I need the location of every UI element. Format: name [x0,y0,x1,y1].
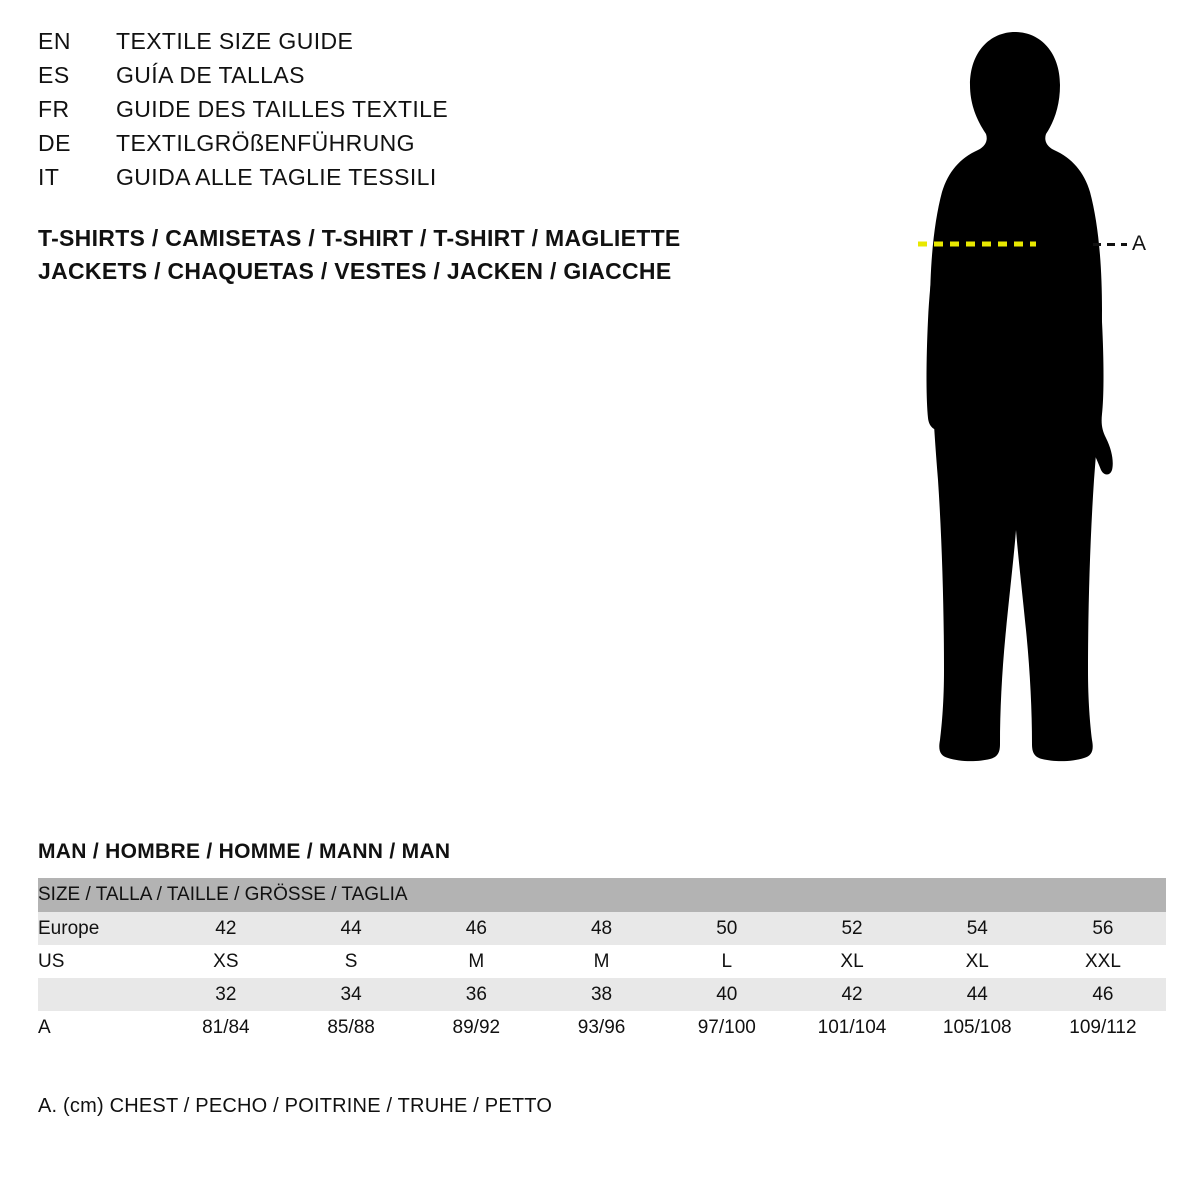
language-code: DE [38,130,71,156]
cell-value: XS [163,945,288,978]
cell-value: 46 [1040,978,1166,1011]
cell-value: S [288,945,413,978]
garment-types [38,222,798,288]
language-header-block [38,28,738,198]
row-label: A [38,1011,163,1044]
cell-value: 97/100 [664,1011,789,1044]
cell-value: 81/84 [163,1011,288,1044]
language-row [38,28,738,62]
cell-value: 46 [414,912,539,945]
language-row [38,164,738,198]
language-row [38,96,738,130]
language-title: GUIDE DES TAILLES TEXTILE [116,96,449,122]
table-row [38,1011,1166,1044]
size-table [38,878,1166,1044]
language-code: FR [38,96,70,122]
row-label [38,978,163,1011]
language-title: GUÍA DE TALLAS [116,62,305,88]
chest-pointer-dashes [1093,243,1127,246]
row-label: Europe [38,912,163,945]
cell-value: 52 [789,912,914,945]
cell-value: 44 [915,978,1040,1011]
cell-value: 56 [1040,912,1166,945]
language-title: TEXTILGRÖßENFÜHRUNG [116,130,415,156]
cell-value: M [414,945,539,978]
language-title: TEXTILE SIZE GUIDE [116,28,354,54]
table-footnote: A. (cm) CHEST / PECHO / POITRINE / TRUHE / PETTO [38,1095,553,1117]
language-code: ES [38,62,70,88]
cell-value: 44 [288,912,413,945]
male-silhouette-icon [840,10,1170,800]
size-table-section [38,840,1166,1044]
cell-value: 89/92 [414,1011,539,1044]
table-header-row [38,878,1166,912]
cell-value: 109/112 [1040,1011,1166,1044]
cell-value: 101/104 [789,1011,914,1044]
figure-illustration [840,10,1170,800]
garment-line-tshirts: T-SHIRTS / CAMISETAS / T-SHIRT / T-SHIRT / MAGLIETTE [38,225,681,251]
cell-value: XXL [1040,945,1166,978]
language-code: IT [38,164,60,190]
cell-value: L [664,945,789,978]
chest-measure-label: A [1132,232,1147,255]
cell-value: M [539,945,664,978]
cell-value: 34 [288,978,413,1011]
cell-value: 48 [539,912,664,945]
cell-value: 40 [664,978,789,1011]
cell-value: 32 [163,978,288,1011]
language-row [38,130,738,164]
table-section-title: MAN / HOMBRE / HOMME / MANN / MAN [38,840,451,863]
cell-value: 38 [539,978,664,1011]
cell-value: XL [789,945,914,978]
cell-value: 54 [915,912,1040,945]
cell-value: 105/108 [915,1011,1040,1044]
table-header-label: SIZE / TALLA / TAILLE / GRÖSSE / TAGLIA [38,878,1166,912]
table-row [38,912,1166,945]
cell-value: 42 [163,912,288,945]
language-row [38,62,738,96]
table-row [38,945,1166,978]
language-title: GUIDA ALLE TAGLIE TESSILI [116,164,437,190]
table-row [38,978,1166,1011]
garment-line-jackets: JACKETS / CHAQUETAS / VESTES / JACKEN / GIACCHE [38,258,672,284]
cell-value: 36 [414,978,539,1011]
language-code: EN [38,28,71,54]
cell-value: 85/88 [288,1011,413,1044]
cell-value: 42 [789,978,914,1011]
cell-value: XL [915,945,1040,978]
row-label: US [38,945,163,978]
cell-value: 93/96 [539,1011,664,1044]
cell-value: 50 [664,912,789,945]
